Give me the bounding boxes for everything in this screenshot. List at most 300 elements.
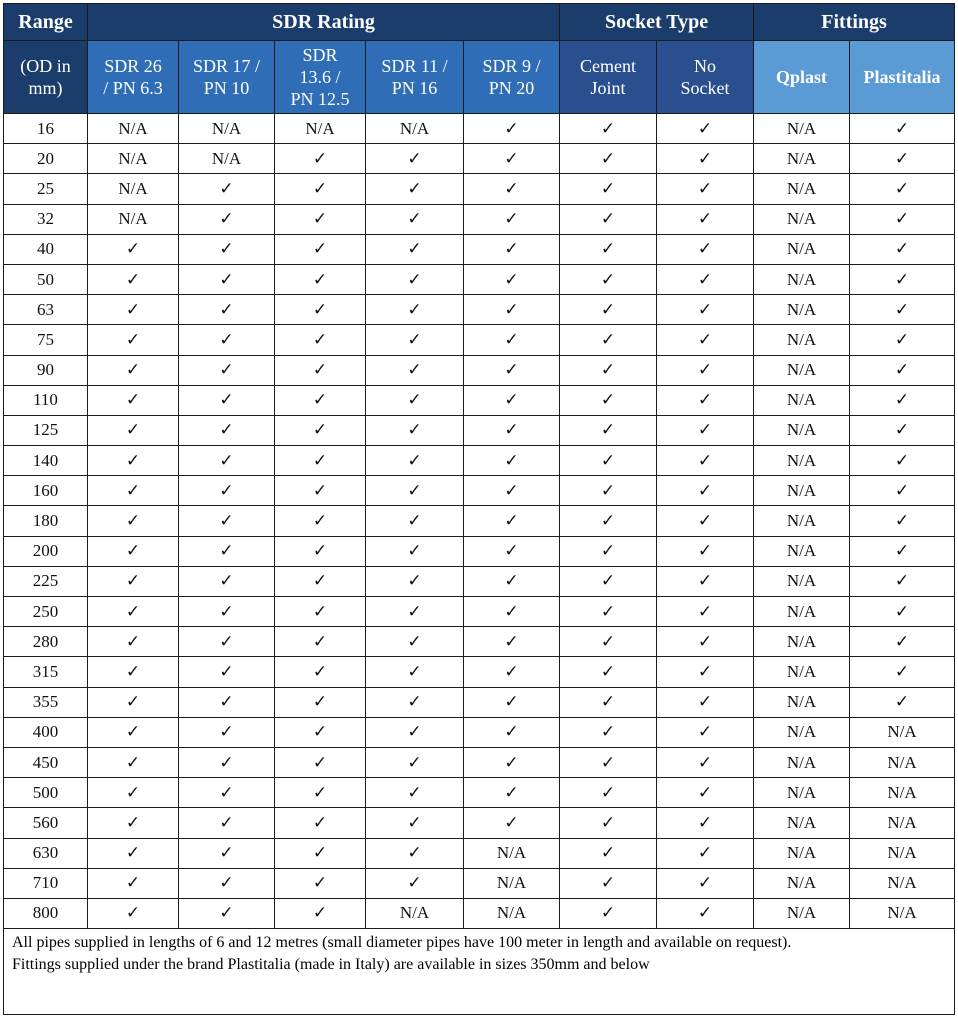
table-row (4, 898, 955, 928)
availability-cell: N/A (464, 838, 560, 868)
no-socket-header (657, 41, 754, 114)
availability-cell: N/A (754, 325, 850, 355)
sdr13-6-header (275, 41, 366, 114)
availability-cell: ✓ (179, 446, 275, 476)
availability-cell: ✓ (464, 747, 560, 777)
availability-cell: ✓ (850, 687, 955, 717)
cement-joint-line: Joint (590, 78, 626, 98)
availability-cell: ✓ (560, 747, 657, 777)
availability-cell: ✓ (657, 204, 754, 234)
availability-cell: ✓ (464, 657, 560, 687)
availability-cell: ✓ (88, 627, 179, 657)
availability-cell: ✓ (88, 506, 179, 536)
availability-cell: ✓ (560, 687, 657, 717)
sdr-rating-group-header: SDR Rating (88, 4, 560, 41)
availability-cell: ✓ (560, 174, 657, 204)
availability-cell: ✓ (275, 597, 366, 627)
availability-cell: ✓ (179, 476, 275, 506)
availability-cell: N/A (179, 144, 275, 174)
availability-cell: N/A (88, 204, 179, 234)
availability-cell: ✓ (560, 415, 657, 445)
availability-cell: ✓ (179, 778, 275, 808)
availability-cell: N/A (754, 446, 850, 476)
size-cell: 450 (4, 747, 88, 777)
availability-cell: ✓ (657, 385, 754, 415)
availability-cell: ✓ (850, 234, 955, 264)
availability-cell: ✓ (850, 476, 955, 506)
availability-cell: ✓ (88, 566, 179, 596)
availability-cell: ✓ (275, 264, 366, 294)
size-cell: 800 (4, 898, 88, 928)
availability-cell: ✓ (464, 114, 560, 144)
availability-cell: ✓ (275, 627, 366, 657)
sdr11-line: PN 16 (391, 78, 438, 98)
size-cell: 500 (4, 778, 88, 808)
table-row (4, 476, 955, 506)
table-row (4, 808, 955, 838)
availability-cell: ✓ (88, 747, 179, 777)
availability-cell: ✓ (560, 868, 657, 898)
availability-cell: N/A (754, 234, 850, 264)
range-unit-header (4, 41, 88, 114)
availability-cell: ✓ (88, 355, 179, 385)
availability-cell: ✓ (657, 536, 754, 566)
no-socket-line: No (694, 56, 717, 76)
availability-cell: N/A (464, 868, 560, 898)
availability-cell: N/A (754, 747, 850, 777)
plastitalia-label: Plastitalia (863, 67, 941, 87)
availability-cell: ✓ (179, 627, 275, 657)
size-cell: 355 (4, 687, 88, 717)
availability-cell: ✓ (366, 536, 464, 566)
availability-cell: ✓ (850, 506, 955, 536)
sdr17-line: PN 10 (203, 78, 250, 98)
availability-cell: ✓ (657, 325, 754, 355)
availability-cell: N/A (754, 506, 850, 536)
availability-cell: N/A (754, 627, 850, 657)
note-lengths: All pipes supplied in lengths of 6 and 12 metres (small diameter pipes have 100 meter in length and available on request). (12, 934, 792, 952)
size-cell: 710 (4, 868, 88, 898)
note-fittings: Fittings supplied under the brand Plastitalia (made in Italy) are available in sizes 350mm and below (12, 956, 650, 974)
availability-cell: ✓ (657, 264, 754, 294)
availability-cell: ✓ (850, 566, 955, 596)
availability-cell: ✓ (560, 627, 657, 657)
availability-cell: N/A (754, 566, 850, 596)
availability-cell: ✓ (657, 717, 754, 747)
availability-cell: ✓ (464, 778, 560, 808)
availability-cell: N/A (754, 355, 850, 385)
availability-cell: N/A (754, 687, 850, 717)
availability-cell: ✓ (366, 838, 464, 868)
availability-cell: ✓ (657, 657, 754, 687)
availability-cell: ✓ (464, 415, 560, 445)
availability-cell: ✓ (179, 355, 275, 385)
size-cell: 250 (4, 597, 88, 627)
availability-cell: ✓ (560, 898, 657, 928)
availability-cell: ✓ (850, 355, 955, 385)
availability-cell: ✓ (366, 204, 464, 234)
availability-cell: ✓ (464, 627, 560, 657)
availability-cell: N/A (179, 114, 275, 144)
sdr11-line: SDR 11 / (381, 56, 448, 76)
table-row (4, 234, 955, 264)
availability-cell: N/A (88, 144, 179, 174)
availability-cell: ✓ (275, 898, 366, 928)
availability-cell: ✓ (179, 204, 275, 234)
availability-cell: ✓ (88, 838, 179, 868)
table-row (4, 114, 955, 144)
size-cell: 180 (4, 506, 88, 536)
availability-cell: N/A (754, 295, 850, 325)
availability-cell: ✓ (657, 295, 754, 325)
no-socket-line: Socket (680, 78, 730, 98)
availability-cell: N/A (754, 144, 850, 174)
availability-cell: ✓ (560, 536, 657, 566)
availability-cell: N/A (754, 415, 850, 445)
availability-cell: ✓ (88, 898, 179, 928)
availability-cell: ✓ (850, 536, 955, 566)
availability-cell: N/A (754, 717, 850, 747)
availability-cell: ✓ (275, 506, 366, 536)
availability-cell: ✓ (88, 325, 179, 355)
size-cell: 160 (4, 476, 88, 506)
size-cell: 630 (4, 838, 88, 868)
availability-cell: ✓ (275, 536, 366, 566)
sdr13-6-line: PN 12.5 (290, 89, 350, 109)
availability-cell: ✓ (88, 476, 179, 506)
availability-cell: ✓ (275, 144, 366, 174)
availability-cell: ✓ (464, 717, 560, 747)
sdr13-6-line: 13.6 / (299, 67, 341, 87)
availability-cell: ✓ (560, 355, 657, 385)
availability-cell: ✓ (464, 325, 560, 355)
fittings-group-header: Fittings (754, 4, 955, 41)
availability-cell: N/A (754, 868, 850, 898)
availability-cell: ✓ (366, 325, 464, 355)
size-cell: 560 (4, 808, 88, 838)
sdr9-line: PN 20 (488, 78, 535, 98)
availability-cell: ✓ (850, 114, 955, 144)
availability-cell: ✓ (850, 415, 955, 445)
availability-cell: ✓ (657, 355, 754, 385)
availability-cell: ✓ (88, 536, 179, 566)
availability-cell: ✓ (560, 204, 657, 234)
availability-cell: N/A (754, 808, 850, 838)
availability-cell: N/A (850, 808, 955, 838)
availability-cell: ✓ (464, 234, 560, 264)
availability-cell: ✓ (366, 657, 464, 687)
availability-cell: ✓ (560, 838, 657, 868)
cement-joint-header (560, 41, 657, 114)
qplast-label: Qplast (776, 67, 828, 87)
availability-cell: ✓ (464, 174, 560, 204)
table-row (4, 174, 955, 204)
availability-cell: ✓ (850, 295, 955, 325)
range-group-header: Range (4, 4, 88, 41)
availability-cell: ✓ (275, 868, 366, 898)
availability-cell: ✓ (464, 446, 560, 476)
availability-cell: ✓ (179, 747, 275, 777)
range-unit-line: (OD in (20, 56, 71, 76)
availability-cell: ✓ (179, 174, 275, 204)
availability-cell: ✓ (179, 415, 275, 445)
availability-cell: ✓ (560, 325, 657, 355)
availability-cell: N/A (754, 778, 850, 808)
availability-cell: ✓ (657, 144, 754, 174)
availability-cell: ✓ (366, 808, 464, 838)
size-cell: 400 (4, 717, 88, 747)
availability-cell: ✓ (275, 657, 366, 687)
availability-cell: ✓ (464, 597, 560, 627)
availability-cell: ✓ (179, 898, 275, 928)
availability-cell: ✓ (560, 657, 657, 687)
availability-cell: ✓ (657, 446, 754, 476)
table-row (4, 385, 955, 415)
size-cell: 110 (4, 385, 88, 415)
availability-cell: N/A (850, 778, 955, 808)
availability-cell: ✓ (179, 868, 275, 898)
table-row (4, 717, 955, 747)
availability-cell: ✓ (850, 174, 955, 204)
availability-cell: N/A (464, 898, 560, 928)
availability-cell: ✓ (275, 415, 366, 445)
availability-cell: ✓ (657, 838, 754, 868)
availability-cell: ✓ (850, 657, 955, 687)
availability-cell: ✓ (88, 778, 179, 808)
sdr26-line: / PN 6.3 (103, 78, 163, 98)
availability-cell: ✓ (275, 747, 366, 777)
availability-cell: N/A (850, 868, 955, 898)
table-row (4, 536, 955, 566)
availability-cell: ✓ (657, 747, 754, 777)
availability-cell: ✓ (88, 234, 179, 264)
availability-cell: ✓ (179, 717, 275, 747)
availability-cell: ✓ (560, 778, 657, 808)
availability-cell: ✓ (366, 687, 464, 717)
availability-cell: N/A (850, 717, 955, 747)
availability-cell: N/A (850, 747, 955, 777)
size-cell: 90 (4, 355, 88, 385)
availability-cell: ✓ (464, 144, 560, 174)
availability-cell: ✓ (464, 204, 560, 234)
size-cell: 25 (4, 174, 88, 204)
availability-cell: ✓ (88, 717, 179, 747)
availability-cell: ✓ (366, 747, 464, 777)
availability-cell: ✓ (88, 446, 179, 476)
availability-cell: N/A (754, 476, 850, 506)
availability-cell: ✓ (366, 476, 464, 506)
size-cell: 75 (4, 325, 88, 355)
table-row (4, 355, 955, 385)
availability-cell: N/A (754, 204, 850, 234)
availability-cell: ✓ (560, 506, 657, 536)
size-cell: 16 (4, 114, 88, 144)
availability-cell: ✓ (464, 536, 560, 566)
availability-cell: ✓ (560, 385, 657, 415)
table-row (4, 144, 955, 174)
availability-cell: ✓ (464, 295, 560, 325)
availability-cell: ✓ (657, 898, 754, 928)
qplast-header (754, 41, 850, 114)
sdr26-header (88, 41, 179, 114)
availability-cell: ✓ (179, 838, 275, 868)
availability-cell: ✓ (366, 717, 464, 747)
availability-cell: ✓ (464, 506, 560, 536)
availability-cell: ✓ (366, 174, 464, 204)
availability-cell: ✓ (275, 717, 366, 747)
table-row (4, 747, 955, 777)
availability-cell: ✓ (464, 476, 560, 506)
availability-cell: ✓ (657, 415, 754, 445)
availability-cell: N/A (366, 114, 464, 144)
availability-cell: ✓ (275, 778, 366, 808)
availability-cell: ✓ (657, 506, 754, 536)
availability-cell: ✓ (560, 264, 657, 294)
availability-cell: ✓ (464, 264, 560, 294)
availability-cell: ✓ (560, 144, 657, 174)
availability-cell: ✓ (850, 627, 955, 657)
size-cell: 225 (4, 566, 88, 596)
plastitalia-header (850, 41, 955, 114)
sdr9-line: SDR 9 / (482, 56, 541, 76)
availability-cell: ✓ (560, 597, 657, 627)
availability-cell: ✓ (366, 144, 464, 174)
availability-cell: N/A (754, 597, 850, 627)
availability-cell: ✓ (179, 264, 275, 294)
size-cell: 315 (4, 657, 88, 687)
sdr17-header (179, 41, 275, 114)
range-unit-line: mm) (28, 78, 63, 98)
availability-cell: ✓ (366, 264, 464, 294)
availability-cell: ✓ (88, 687, 179, 717)
availability-cell: ✓ (560, 295, 657, 325)
table-row (4, 657, 955, 687)
availability-cell: N/A (754, 898, 850, 928)
availability-cell: ✓ (657, 234, 754, 264)
table-row (4, 868, 955, 898)
availability-cell: ✓ (88, 385, 179, 415)
table-row (4, 204, 955, 234)
availability-cell: ✓ (366, 506, 464, 536)
availability-cell: ✓ (657, 476, 754, 506)
table-row (4, 566, 955, 596)
availability-cell: N/A (754, 385, 850, 415)
availability-cell: ✓ (850, 325, 955, 355)
availability-cell: ✓ (275, 687, 366, 717)
size-cell: 140 (4, 446, 88, 476)
availability-cell: ✓ (560, 114, 657, 144)
availability-cell: N/A (754, 536, 850, 566)
availability-cell: N/A (850, 838, 955, 868)
availability-cell: ✓ (366, 446, 464, 476)
availability-cell: ✓ (560, 717, 657, 747)
availability-cell: ✓ (88, 264, 179, 294)
availability-cell: ✓ (179, 325, 275, 355)
availability-cell: ✓ (275, 295, 366, 325)
availability-cell: N/A (275, 114, 366, 144)
availability-cell: ✓ (275, 174, 366, 204)
availability-cell: ✓ (179, 295, 275, 325)
availability-cell: ✓ (464, 566, 560, 596)
availability-cell: ✓ (464, 808, 560, 838)
availability-cell: ✓ (464, 355, 560, 385)
availability-cell: ✓ (179, 536, 275, 566)
availability-cell: N/A (88, 174, 179, 204)
availability-cell: ✓ (275, 204, 366, 234)
availability-cell: ✓ (366, 566, 464, 596)
cement-joint-line: Cement (580, 56, 637, 76)
availability-cell: N/A (754, 657, 850, 687)
table-row (4, 687, 955, 717)
availability-cell: ✓ (275, 325, 366, 355)
table-row (4, 295, 955, 325)
availability-cell: ✓ (179, 566, 275, 596)
availability-cell: ✓ (657, 687, 754, 717)
table-row (4, 838, 955, 868)
table-row (4, 264, 955, 294)
socket-type-group-header: Socket Type (560, 4, 754, 41)
availability-cell: ✓ (657, 627, 754, 657)
availability-cell: ✓ (560, 446, 657, 476)
availability-cell: N/A (754, 838, 850, 868)
availability-cell: ✓ (179, 808, 275, 838)
size-cell: 125 (4, 415, 88, 445)
availability-cell: ✓ (366, 778, 464, 808)
availability-cell: ✓ (366, 415, 464, 445)
availability-cell: ✓ (275, 566, 366, 596)
availability-cell: ✓ (179, 234, 275, 264)
sdr26-line: SDR 26 (104, 56, 162, 76)
availability-cell: ✓ (275, 808, 366, 838)
availability-cell: ✓ (366, 597, 464, 627)
sdr9-header (464, 41, 560, 114)
sdr13-6-line: SDR (302, 45, 338, 65)
availability-cell: N/A (754, 264, 850, 294)
availability-cell: ✓ (850, 385, 955, 415)
size-cell: 200 (4, 536, 88, 566)
availability-cell: N/A (754, 114, 850, 144)
availability-cell: ✓ (366, 355, 464, 385)
notes-cell (4, 929, 955, 1015)
availability-cell: ✓ (179, 657, 275, 687)
availability-cell: ✓ (179, 687, 275, 717)
availability-cell: ✓ (560, 808, 657, 838)
availability-cell: ✓ (464, 385, 560, 415)
availability-cell: ✓ (560, 234, 657, 264)
availability-cell: ✓ (657, 868, 754, 898)
availability-cell: ✓ (179, 597, 275, 627)
availability-cell: ✓ (850, 597, 955, 627)
availability-cell: ✓ (850, 264, 955, 294)
availability-cell: ✓ (366, 234, 464, 264)
availability-cell: ✓ (657, 174, 754, 204)
availability-cell: ✓ (88, 868, 179, 898)
availability-cell: ✓ (275, 446, 366, 476)
table-row (4, 597, 955, 627)
size-cell: 32 (4, 204, 88, 234)
availability-cell: ✓ (560, 566, 657, 596)
availability-cell: ✓ (275, 355, 366, 385)
table-row (4, 506, 955, 536)
availability-cell: ✓ (275, 838, 366, 868)
availability-cell: N/A (850, 898, 955, 928)
table-row (4, 627, 955, 657)
availability-cell: N/A (88, 114, 179, 144)
availability-cell: ✓ (464, 687, 560, 717)
size-cell: 50 (4, 264, 88, 294)
availability-cell: ✓ (88, 415, 179, 445)
availability-cell: ✓ (657, 114, 754, 144)
